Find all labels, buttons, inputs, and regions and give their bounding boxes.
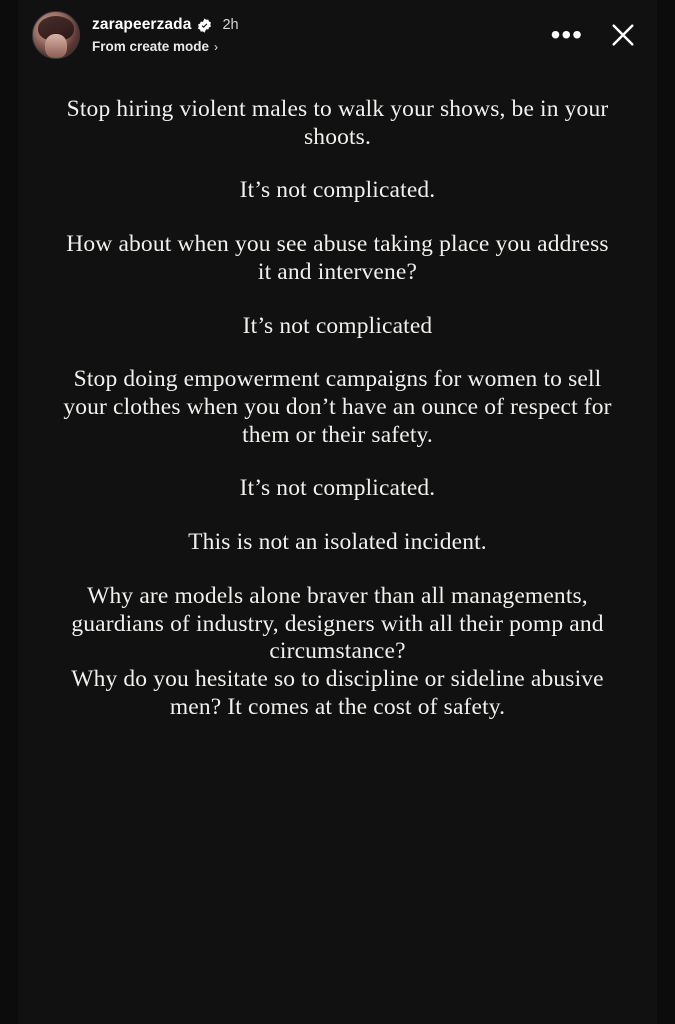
story-paragraph: Why are models alone braver than all managements, guardians of industry, designers with all their pomp and circumstance? — [71, 582, 604, 665]
story-paragraph: It’s not complicated. — [239, 177, 436, 204]
story-paragraph: This is not an isolated incident. — [188, 529, 487, 556]
timestamp: 2h — [222, 17, 239, 33]
avatar[interactable] — [32, 11, 80, 59]
close-icon[interactable] — [609, 21, 637, 49]
story-text-content — [18, 96, 657, 1024]
story-paragraph: How about when you see abuse taking place you address it and intervene? — [66, 231, 609, 285]
story-paragraph: Why do you hesitate so to discipline or sideline abusive men? It comes at the cost of safety. — [71, 666, 604, 720]
create-mode-label: From create mode — [92, 39, 210, 54]
header-actions — [551, 21, 643, 49]
story-canvas[interactable] — [18, 0, 657, 1024]
story-paragraph: Stop hiring violent males to walk your shows, be in your shoots. — [66, 96, 609, 150]
verified-badge-icon — [197, 18, 212, 33]
story-header — [18, 0, 657, 70]
story-paragraph: It’s not complicated. — [239, 475, 436, 502]
story-author-info — [92, 16, 551, 54]
username[interactable]: zarapeerzada — [92, 16, 192, 33]
author-line — [92, 16, 551, 34]
chevron-right-icon: › — [214, 39, 219, 54]
story-paragraph: Stop doing empowerment campaigns for women to sell your clothes when you don’t have an ounce of respect for them or their safety. — [63, 366, 612, 448]
create-mode-row[interactable] — [92, 39, 551, 54]
more-options-icon[interactable]: ••• — [550, 19, 583, 50]
story-paragraph: It’s not complicated — [242, 312, 433, 339]
